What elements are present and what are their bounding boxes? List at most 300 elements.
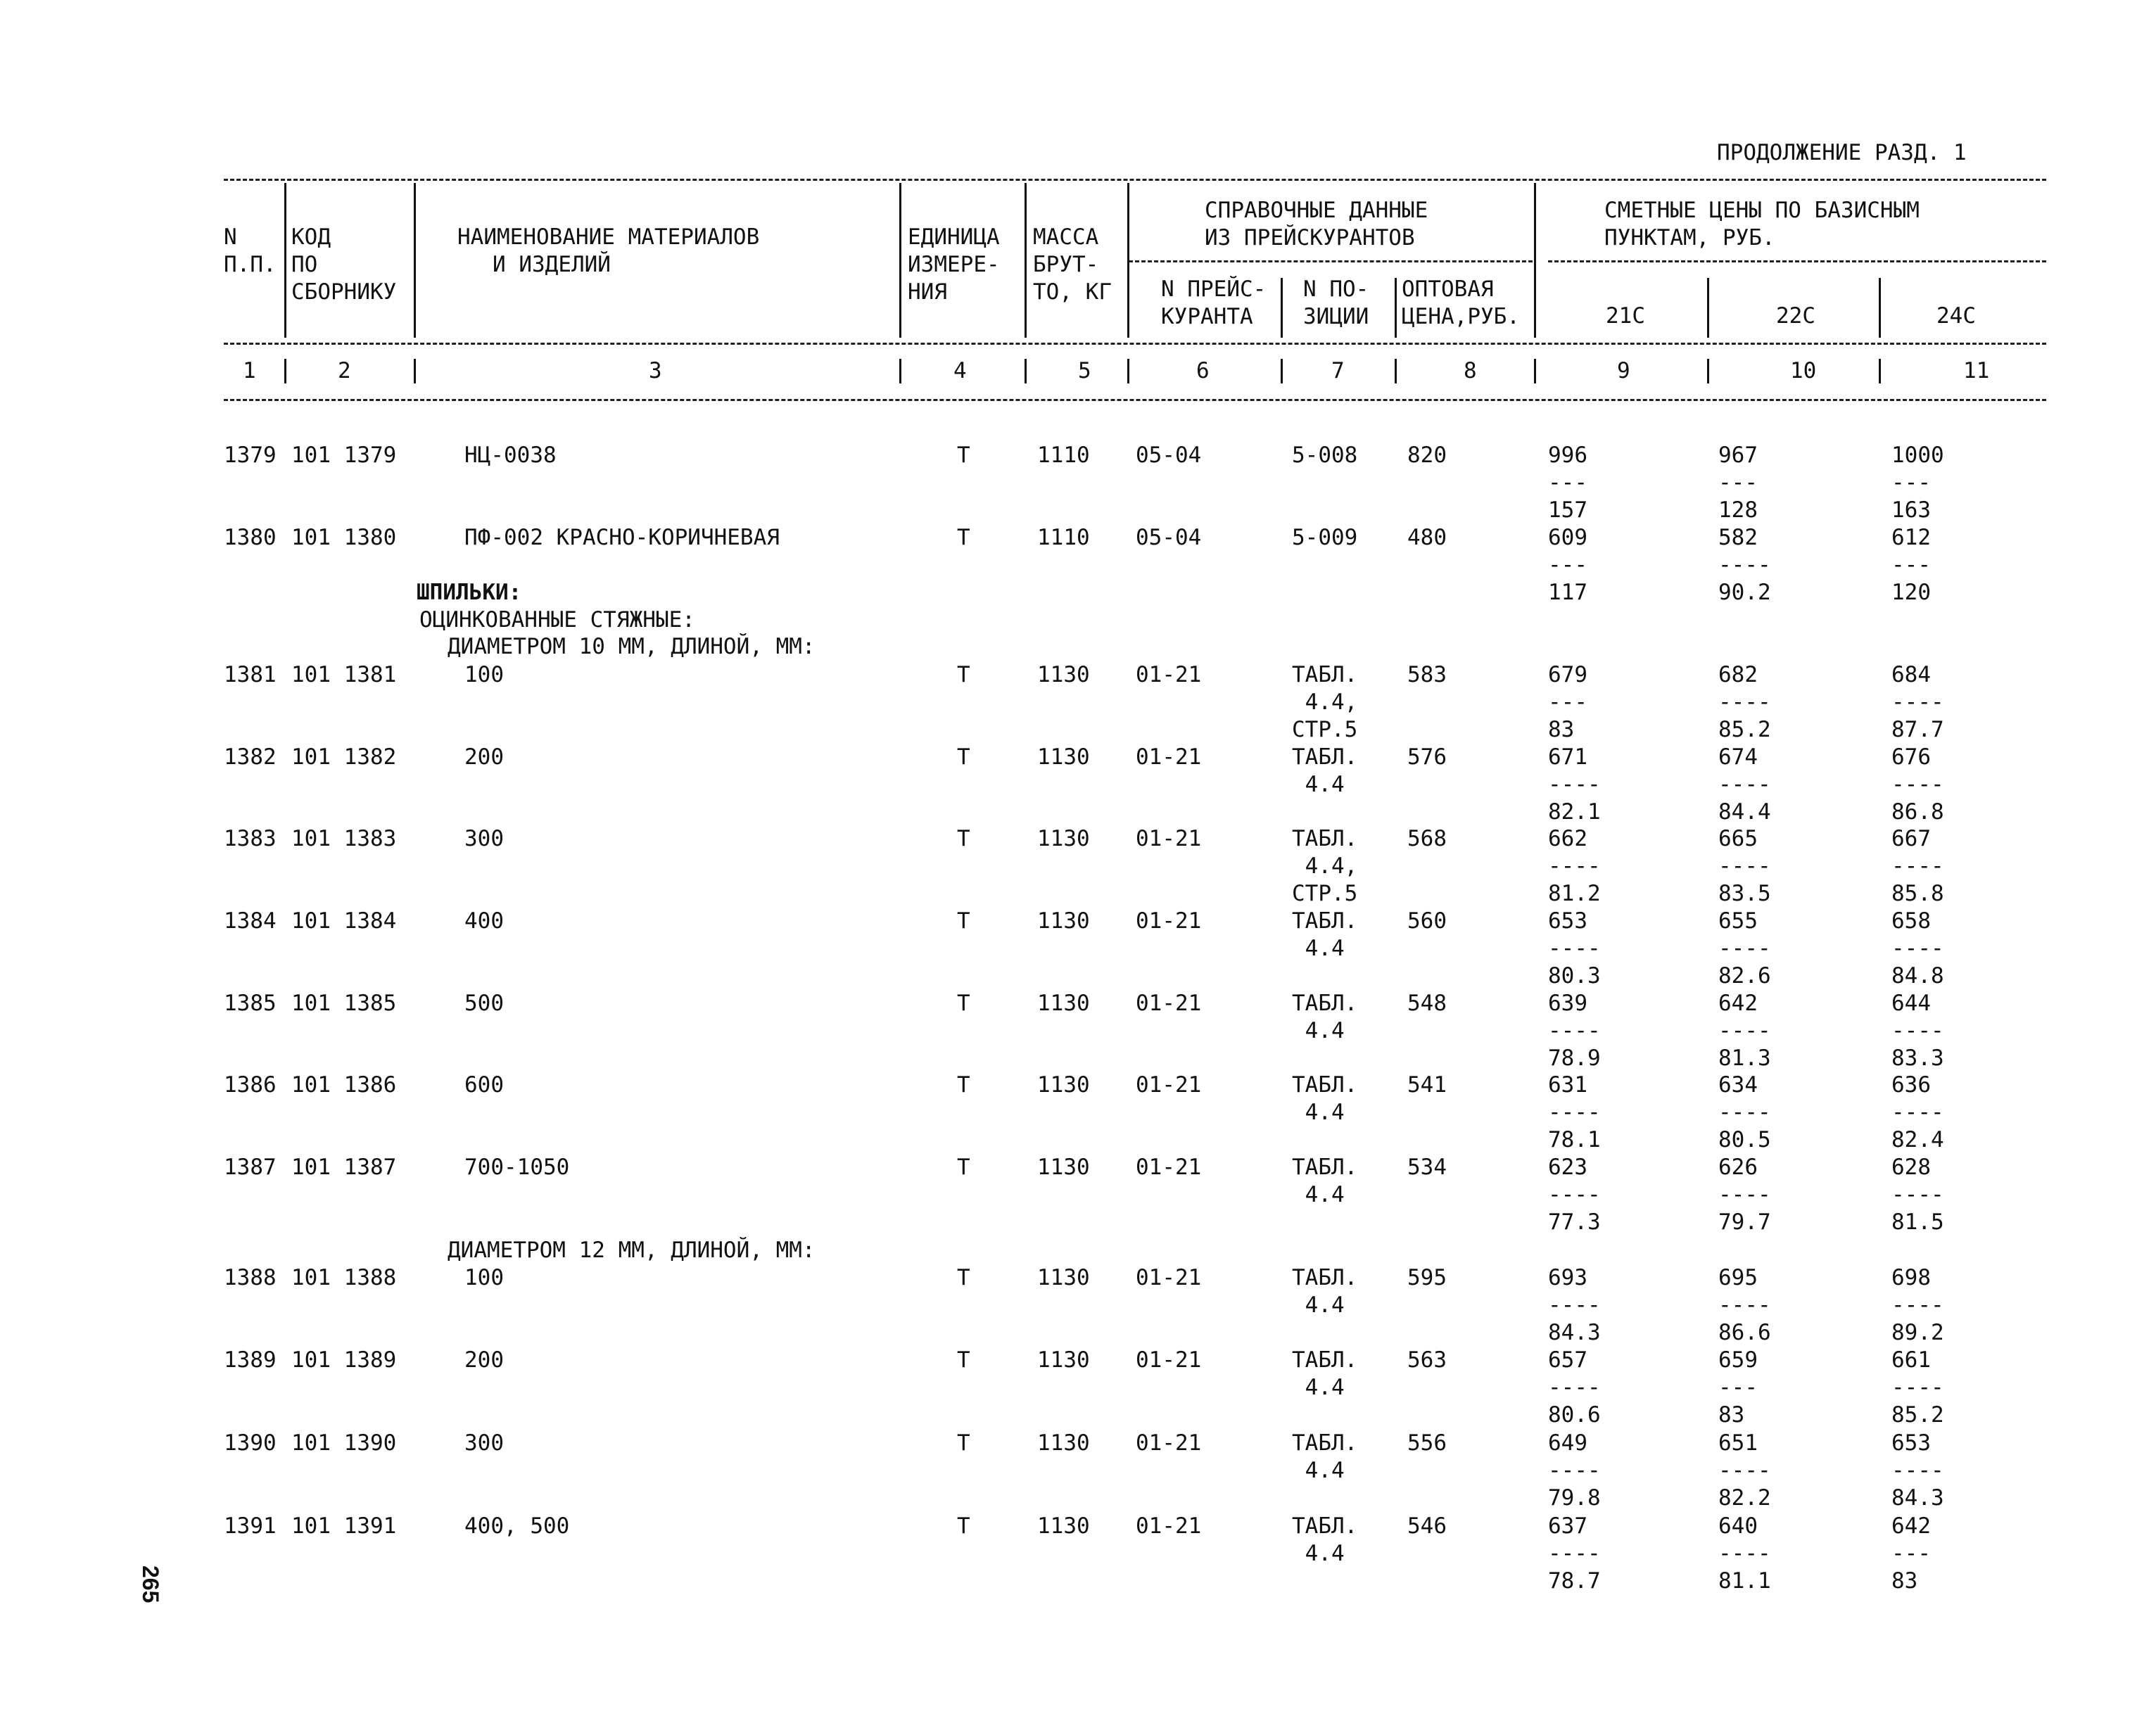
page-number: 265 [138, 1565, 163, 1603]
row-price-p21: 79.8 [1548, 1485, 1601, 1511]
row-position: СТР.5 [1292, 881, 1358, 907]
row-pricelist: 01-21 [1136, 908, 1202, 934]
row-unit: Т [957, 1265, 970, 1290]
row-unit: Т [957, 1347, 970, 1373]
row-name: 300 [464, 826, 504, 851]
row-number: 1382 [224, 744, 277, 770]
row-mass: 1110 [1037, 443, 1090, 468]
row-position: ТАБЛ. [1292, 1513, 1358, 1539]
header-col9: 21С [1606, 303, 1645, 329]
row-name: 400 [464, 908, 504, 934]
row-price-p24: 667 [1891, 826, 1931, 851]
row-unit: Т [957, 1072, 970, 1098]
row-mass: 1130 [1037, 1430, 1090, 1456]
column-number: 6 [1196, 358, 1210, 383]
row-position: ТАБЛ. [1292, 1265, 1358, 1290]
row-pricelist: 01-21 [1136, 1265, 1202, 1290]
row-price-p24: 698 [1891, 1265, 1931, 1290]
row-price-p22: ---- [1718, 936, 1771, 962]
row-name: 100 [464, 1265, 504, 1290]
row-name: НЦ-0038 [464, 443, 557, 468]
row-price-p22: 682 [1718, 662, 1758, 687]
row-price-p22: 79.7 [1718, 1209, 1771, 1235]
row-price-p22: 659 [1718, 1347, 1758, 1373]
row-price-p24: 87.7 [1891, 717, 1944, 743]
row-price-p22: ---- [1718, 1292, 1771, 1319]
row-pricelist: 01-21 [1136, 1430, 1202, 1456]
row-wholesale-price: 563 [1407, 1347, 1447, 1373]
header-col2-line: КОД [291, 224, 331, 250]
row-wholesale-price: 595 [1407, 1265, 1447, 1290]
header-separator-4 [1025, 183, 1027, 338]
row-position: ТАБЛ. [1292, 826, 1358, 851]
row-price-p24: --- [1891, 552, 1931, 578]
row-price-p21: 671 [1548, 744, 1587, 770]
row-name: 700-1050 [464, 1155, 570, 1180]
row-code: 101 1380 [291, 525, 397, 550]
row-wholesale-price: 560 [1407, 908, 1447, 934]
header-ref-group-line: ИЗ ПРЕЙСКУРАНТОВ [1205, 225, 1415, 251]
header-col7-line: N ПО- [1303, 277, 1369, 302]
row-price-p24: 84.3 [1891, 1485, 1944, 1511]
row-price-p21: 77.3 [1548, 1209, 1601, 1235]
row-position: 4.4 [1292, 1100, 1345, 1126]
row-price-p22: ---- [1718, 1018, 1771, 1044]
number-separator-10 [1879, 359, 1881, 383]
row-position: ТАБЛ. [1292, 744, 1358, 770]
row-price-p24: ---- [1891, 772, 1944, 798]
row-mass: 1130 [1037, 1155, 1090, 1180]
row-mass: 1130 [1037, 744, 1090, 770]
row-price-p21: 662 [1548, 826, 1587, 851]
row-price-p21: ---- [1548, 1018, 1601, 1044]
row-position: ТАБЛ. [1292, 991, 1358, 1016]
row-wholesale-price: 583 [1407, 662, 1447, 687]
row-wholesale-price: 534 [1407, 1155, 1447, 1180]
row-wholesale-price: 576 [1407, 744, 1447, 770]
row-price-p21: 609 [1548, 525, 1587, 550]
row-price-p24: ---- [1891, 1292, 1944, 1319]
row-price-p24: --- [1891, 470, 1931, 496]
row-price-p21: 78.1 [1548, 1127, 1601, 1153]
row-price-p21: 84.3 [1548, 1320, 1601, 1346]
row-price-p24: 644 [1891, 991, 1931, 1016]
row-position: ТАБЛ. [1292, 662, 1358, 687]
row-position: ТАБЛ. [1292, 1072, 1358, 1098]
row-price-p22: 695 [1718, 1265, 1758, 1290]
header-separator-8 [1534, 183, 1536, 338]
header-col1-line: N [224, 224, 237, 250]
row-number: 1379 [224, 443, 277, 468]
row-unit: Т [957, 991, 970, 1016]
group-ref-rule [1129, 260, 1533, 262]
row-mass: 1130 [1037, 662, 1090, 687]
row-price-p21: 639 [1548, 991, 1587, 1016]
row-number: 1380 [224, 525, 277, 550]
row-unit: Т [957, 1155, 970, 1180]
row-name: 100 [464, 662, 504, 687]
row-price-p24: 642 [1891, 1513, 1931, 1539]
row-name: 600 [464, 1072, 504, 1098]
row-number: 1383 [224, 826, 277, 851]
row-code: 101 1384 [291, 908, 397, 934]
row-price-p21: ---- [1548, 1375, 1601, 1401]
number-separator-4 [1025, 359, 1027, 383]
row-price-p22: 640 [1718, 1513, 1758, 1539]
row-price-p21: 81.2 [1548, 881, 1601, 907]
row-unit: Т [957, 744, 970, 770]
row-name: 500 [464, 991, 504, 1016]
row-price-p22: ---- [1718, 1458, 1771, 1484]
row-price-p21: 623 [1548, 1155, 1587, 1180]
header-col8-line: ОПТОВАЯ [1402, 277, 1494, 302]
row-price-p24: 628 [1891, 1155, 1931, 1180]
row-price-p22: 90.2 [1718, 580, 1771, 606]
row-pricelist: 05-04 [1136, 443, 1202, 468]
row-price-p22: 128 [1718, 497, 1758, 523]
row-price-p22: 665 [1718, 826, 1758, 851]
row-code: 101 1379 [291, 443, 397, 468]
header-separator-9 [1707, 278, 1709, 338]
row-position: ТАБЛ. [1292, 1347, 1358, 1373]
row-pricelist: 01-21 [1136, 826, 1202, 851]
header-col8-line: ЦЕНА,РУБ. [1402, 304, 1520, 330]
row-price-p21: ---- [1548, 1182, 1601, 1208]
row-price-p24: ---- [1891, 1182, 1944, 1208]
row-name: 200 [464, 1347, 504, 1373]
row-price-p21: 653 [1548, 908, 1587, 934]
number-separator-3 [899, 359, 901, 383]
row-price-p21: 82.1 [1548, 799, 1601, 825]
row-code: 101 1386 [291, 1072, 397, 1098]
row-price-p21: --- [1548, 552, 1587, 578]
row-price-p24: 83.3 [1891, 1046, 1944, 1072]
row-price-p21: ---- [1548, 772, 1601, 798]
row-price-p22: 86.6 [1718, 1320, 1771, 1346]
column-number: 11 [1963, 358, 1990, 383]
row-price-p21: 996 [1548, 443, 1587, 468]
row-unit: Т [957, 443, 970, 468]
row-position: 4.4, [1292, 690, 1358, 716]
header-separator-6 [1281, 278, 1283, 338]
row-price-p24: ---- [1891, 1458, 1944, 1484]
row-price-p21: ---- [1548, 1292, 1601, 1319]
row-price-p21: --- [1548, 690, 1587, 716]
row-mass: 1130 [1037, 1513, 1090, 1539]
header-col5-line: БРУТ- [1033, 252, 1099, 278]
row-mass: 1130 [1037, 1347, 1090, 1373]
row-price-p22: ---- [1718, 1541, 1771, 1567]
row-wholesale-price: 480 [1407, 525, 1447, 550]
row-position: 4.4 [1292, 1541, 1345, 1567]
row-price-p24: 653 [1891, 1430, 1931, 1456]
column-number: 8 [1464, 358, 1477, 383]
number-separator-5 [1127, 359, 1129, 383]
row-pricelist: 01-21 [1136, 744, 1202, 770]
row-position: 4.4, [1292, 853, 1358, 879]
row-price-p21: --- [1548, 470, 1587, 496]
row-price-p22: 83.5 [1718, 881, 1771, 907]
row-price-p22: 81.1 [1718, 1568, 1771, 1594]
row-price-p21: 78.9 [1548, 1046, 1601, 1072]
row-wholesale-price: 820 [1407, 443, 1447, 468]
row-unit: Т [957, 826, 970, 851]
row-price-p24: 612 [1891, 525, 1931, 550]
row-pricelist: 01-21 [1136, 991, 1202, 1016]
row-position: 4.4 [1292, 1375, 1345, 1401]
row-price-p21: 631 [1548, 1072, 1587, 1098]
row-pricelist: 01-21 [1136, 1347, 1202, 1373]
row-price-p24: 85.8 [1891, 881, 1944, 907]
row-price-p24: 1000 [1891, 443, 1944, 468]
row-price-p22: 642 [1718, 991, 1758, 1016]
row-position: СТР.5 [1292, 717, 1358, 743]
row-price-p22: 655 [1718, 908, 1758, 934]
row-price-p22: ---- [1718, 690, 1771, 716]
header-col6-line: N ПРЕЙС- [1161, 277, 1267, 302]
row-price-p24: ---- [1891, 1018, 1944, 1044]
row-price-p22: 84.4 [1718, 799, 1771, 825]
row-unit: Т [957, 525, 970, 550]
column-number: 5 [1078, 358, 1091, 383]
row-pricelist: 01-21 [1136, 1513, 1202, 1539]
header-price-group-line: СМЕТНЫЕ ЦЕНЫ ПО БАЗИСНЫМ [1604, 198, 1920, 223]
row-price-p22: --- [1718, 470, 1758, 496]
column-number: 7 [1331, 358, 1345, 383]
row-mass: 1130 [1037, 1265, 1090, 1290]
header-col10: 22С [1776, 303, 1815, 329]
row-price-p24: ---- [1891, 1375, 1944, 1401]
row-price-p24: 89.2 [1891, 1320, 1944, 1346]
row-position: ТАБЛ. [1292, 1155, 1358, 1180]
row-position: 5-009 [1292, 525, 1358, 550]
row-price-p24: 676 [1891, 744, 1931, 770]
number-separator-9 [1707, 359, 1709, 383]
row-price-p22: 674 [1718, 744, 1758, 770]
section-label: ШПИЛЬКИ: [417, 580, 522, 605]
row-price-p24: 658 [1891, 908, 1931, 934]
header-col5-line: ТО, КГ [1033, 279, 1112, 305]
header-col4-line: ЕДИНИЦА [908, 224, 1000, 250]
row-price-p21: 157 [1548, 497, 1587, 523]
header-bottom-rule [224, 399, 2046, 401]
row-price-p22: ---- [1718, 853, 1771, 879]
row-price-p24: ---- [1891, 936, 1944, 962]
row-name: 300 [464, 1430, 504, 1456]
row-number: 1381 [224, 662, 277, 687]
row-price-p21: 679 [1548, 662, 1587, 687]
row-price-p21: 693 [1548, 1265, 1587, 1290]
row-price-p24: 684 [1891, 662, 1931, 687]
row-pricelist: 05-04 [1136, 525, 1202, 550]
row-price-p21: 78.7 [1548, 1568, 1601, 1594]
header-col3-line: НАИМЕНОВАНИЕ МАТЕРИАЛОВ [457, 224, 760, 250]
row-wholesale-price: 556 [1407, 1430, 1447, 1456]
row-wholesale-price: 541 [1407, 1072, 1447, 1098]
row-price-p21: 637 [1548, 1513, 1587, 1539]
row-price-p24: 84.8 [1891, 963, 1944, 989]
row-mass: 1130 [1037, 1072, 1090, 1098]
header-col1-line: П.П. [224, 252, 277, 278]
row-price-p24: 636 [1891, 1072, 1931, 1098]
row-unit: Т [957, 662, 970, 687]
header-separator-3 [899, 183, 901, 338]
number-separator-8 [1534, 359, 1536, 383]
row-mass: 1130 [1037, 908, 1090, 934]
header-separator-7 [1395, 278, 1397, 338]
row-code: 101 1390 [291, 1430, 397, 1456]
row-unit: Т [957, 1513, 970, 1539]
row-wholesale-price: 546 [1407, 1513, 1447, 1539]
row-position: 4.4 [1292, 1458, 1345, 1484]
row-price-p24: ---- [1891, 1100, 1944, 1126]
row-price-p22: --- [1718, 1375, 1758, 1401]
row-name: 200 [464, 744, 504, 770]
header-col2-line: СБОРНИКУ [291, 279, 397, 305]
row-price-p21: ---- [1548, 1541, 1601, 1567]
row-number: 1386 [224, 1072, 277, 1098]
row-code: 101 1385 [291, 991, 397, 1016]
row-price-p21: ---- [1548, 853, 1601, 879]
row-price-p21: 83 [1548, 717, 1575, 743]
header-sub-rule-a [224, 343, 2046, 345]
header-separator-1 [284, 183, 286, 338]
header-top-rule [224, 179, 2046, 181]
row-price-p21: 657 [1548, 1347, 1587, 1373]
row-price-p24: 83 [1891, 1568, 1918, 1594]
row-price-p24: 85.2 [1891, 1402, 1944, 1428]
row-position: 4.4 [1292, 1292, 1345, 1319]
header-separator-2 [414, 183, 416, 338]
header-col5-line: МАССА [1033, 224, 1099, 250]
row-price-p24: 661 [1891, 1347, 1931, 1373]
header-col7-line: ЗИЦИИ [1303, 304, 1369, 330]
header-col2-line: ПО [291, 252, 318, 278]
row-name: ПФ-002 КРАСНО-КОРИЧНЕВАЯ [464, 525, 780, 550]
row-price-p22: 85.2 [1718, 717, 1771, 743]
header-col6-line: КУРАНТА [1161, 304, 1253, 330]
row-code: 101 1387 [291, 1155, 397, 1180]
number-separator-6 [1281, 359, 1283, 383]
running-header: ПРОДОЛЖЕНИЕ РАЗД. 1 [1717, 140, 1967, 165]
row-price-p24: 86.8 [1891, 799, 1944, 825]
row-number: 1385 [224, 991, 277, 1016]
row-price-p21: ---- [1548, 1100, 1601, 1126]
row-number: 1390 [224, 1430, 277, 1456]
row-pricelist: 01-21 [1136, 662, 1202, 687]
row-position: 4.4 [1292, 1182, 1345, 1208]
row-name: 400, 500 [464, 1513, 570, 1539]
row-price-p22: 80.5 [1718, 1127, 1771, 1153]
row-wholesale-price: 548 [1407, 991, 1447, 1016]
row-price-p22: 626 [1718, 1155, 1758, 1180]
row-price-p21: ---- [1548, 936, 1601, 962]
row-price-p21: ---- [1548, 1458, 1601, 1484]
row-position: 4.4 [1292, 1018, 1345, 1044]
row-price-p24: --- [1891, 1541, 1931, 1567]
row-price-p22: 634 [1718, 1072, 1758, 1098]
header-col3-line: И ИЗДЕЛИЙ [493, 252, 611, 278]
row-price-p22: 83 [1718, 1402, 1745, 1428]
row-price-p22: 82.6 [1718, 963, 1771, 989]
row-price-p24: ---- [1891, 690, 1944, 716]
row-code: 101 1381 [291, 662, 397, 687]
row-mass: 1130 [1037, 826, 1090, 851]
row-price-p22: 651 [1718, 1430, 1758, 1456]
row-unit: Т [957, 1430, 970, 1456]
row-mass: 1110 [1037, 525, 1090, 550]
row-price-p22: 967 [1718, 443, 1758, 468]
section-label: ОЦИНКОВАННЫЕ СТЯЖНЫЕ: [419, 607, 695, 633]
column-number: 1 [243, 358, 256, 383]
column-number: 2 [338, 358, 351, 383]
row-code: 101 1389 [291, 1347, 397, 1373]
row-wholesale-price: 568 [1407, 826, 1447, 851]
row-price-p24: 81.5 [1891, 1209, 1944, 1235]
number-separator-1 [284, 359, 286, 383]
row-pricelist: 01-21 [1136, 1155, 1202, 1180]
row-price-p22: 82.2 [1718, 1485, 1771, 1511]
section-label: ДИАМЕТРОМ 10 ММ, ДЛИНОЙ, ММ: [448, 634, 816, 659]
row-price-p22: ---- [1718, 552, 1771, 578]
row-price-p24: ---- [1891, 853, 1944, 879]
header-col11: 24С [1936, 303, 1976, 329]
row-code: 101 1391 [291, 1513, 397, 1539]
header-col4-line: НИЯ [908, 279, 947, 305]
header-ref-group-line: СПРАВОЧНЫЕ ДАННЫЕ [1205, 198, 1428, 223]
row-number: 1389 [224, 1347, 277, 1373]
row-price-p22: ---- [1718, 772, 1771, 798]
column-number: 3 [649, 358, 662, 383]
row-number: 1388 [224, 1265, 277, 1290]
row-price-p22: ---- [1718, 1100, 1771, 1126]
row-position: ТАБЛ. [1292, 908, 1358, 934]
header-separator-10 [1879, 278, 1881, 338]
row-code: 101 1388 [291, 1265, 397, 1290]
row-position: 5-008 [1292, 443, 1358, 468]
section-label: ДИАМЕТРОМ 12 ММ, ДЛИНОЙ, ММ: [448, 1238, 816, 1263]
group-price-rule [1548, 260, 2046, 262]
row-position: 4.4 [1292, 772, 1345, 798]
row-code: 101 1382 [291, 744, 397, 770]
header-separator-5 [1127, 183, 1129, 338]
row-pricelist: 01-21 [1136, 1072, 1202, 1098]
row-number: 1384 [224, 908, 277, 934]
header-col4-line: ИЗМЕРЕ- [908, 252, 1000, 278]
row-number: 1387 [224, 1155, 277, 1180]
row-price-p24: 163 [1891, 497, 1931, 523]
row-price-p21: 80.6 [1548, 1402, 1601, 1428]
row-code: 101 1383 [291, 826, 397, 851]
row-price-p21: 649 [1548, 1430, 1587, 1456]
number-separator-2 [414, 359, 416, 383]
row-price-p22: 582 [1718, 525, 1758, 550]
row-number: 1391 [224, 1513, 277, 1539]
row-price-p22: ---- [1718, 1182, 1771, 1208]
number-separator-7 [1395, 359, 1397, 383]
row-mass: 1130 [1037, 991, 1090, 1016]
column-number: 9 [1617, 358, 1630, 383]
row-unit: Т [957, 908, 970, 934]
row-position: 4.4 [1292, 936, 1345, 962]
row-price-p21: 117 [1548, 580, 1587, 606]
column-number: 10 [1790, 358, 1817, 383]
header-price-group-line: ПУНКТАМ, РУБ. [1604, 225, 1775, 251]
row-price-p21: 80.3 [1548, 963, 1601, 989]
row-position: ТАБЛ. [1292, 1430, 1358, 1456]
column-number: 4 [953, 358, 967, 383]
row-price-p24: 120 [1891, 580, 1931, 606]
